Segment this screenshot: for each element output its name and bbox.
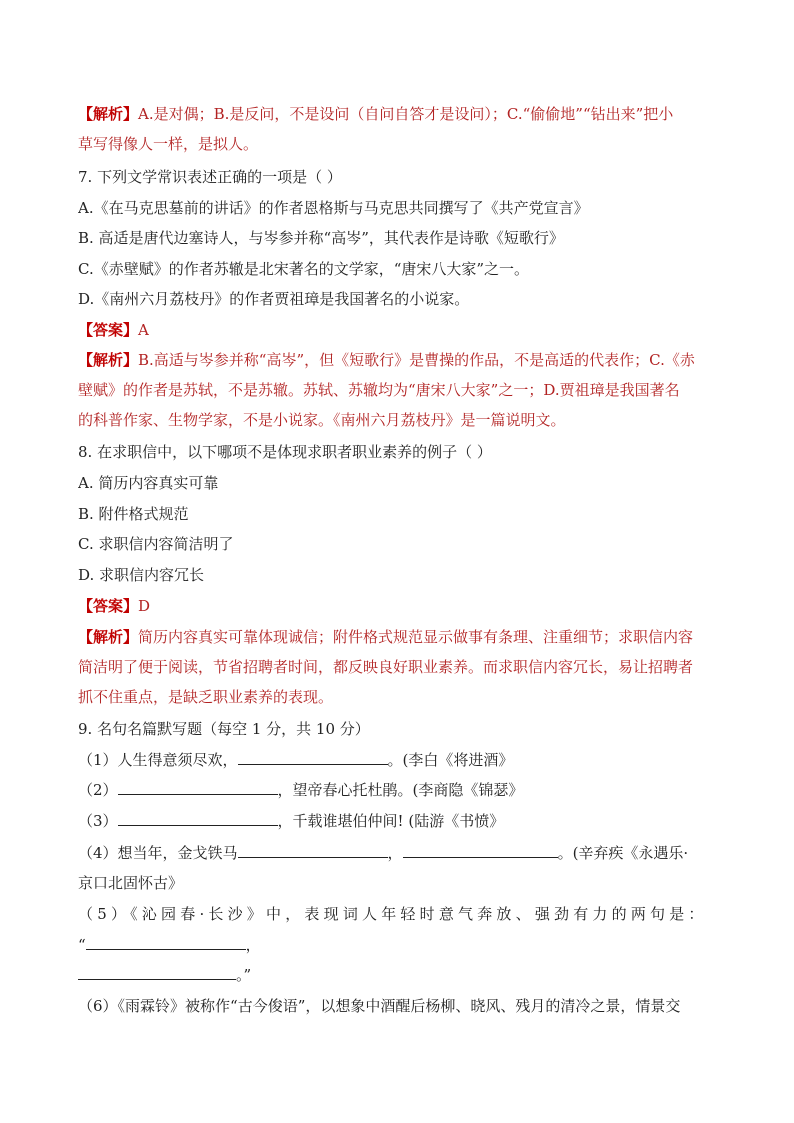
item-text: （2） — [78, 781, 118, 799]
item-text: 。(辛弃疾《永遇乐· — [557, 844, 689, 862]
q7-analysis-line2: 壁赋》的作者是苏轼，不是苏辙。苏轼、苏辙均为“唐宋八大家”之一；D.贾祖璋是我国著名 — [78, 381, 680, 399]
q9-item-1 — [78, 750, 728, 770]
item-text: ，望帝春心托杜鹃。(李商隐《锦瑟》 — [277, 781, 524, 799]
q9-item-4 — [78, 843, 728, 863]
item-text: （4）想当年，金戈铁马 — [78, 844, 238, 862]
q7-option-b: B. 高适是唐代边塞诗人，与岑参并称“高岑”，其代表作是诗歌《短歌行》 — [78, 229, 564, 247]
q7-option-c: C.《赤壁赋》的作者苏辙是北宋著名的文学家，“唐宋八大家”之一。 — [78, 260, 530, 278]
q8-option-a: A. 简历内容真实可靠 — [78, 474, 219, 492]
q8-option-c: C. 求职信内容简洁明了 — [78, 535, 234, 553]
item-text: ， — [245, 936, 261, 954]
analysis-tag: 【解析】 — [78, 628, 139, 646]
item-text: （1）人生得意须尽欢， — [78, 751, 238, 769]
answer-blank[interactable] — [78, 965, 236, 980]
answer-blank[interactable] — [238, 750, 388, 765]
q7-analysis-line3: 的科普作家、生物学家，不是小说家。《南州六月荔枝丹》是一篇说明文。 — [78, 411, 566, 429]
q9-item-2 — [78, 780, 728, 800]
analysis-tag: 【解析】 — [78, 351, 139, 369]
item-text: 。” — [236, 966, 252, 984]
q7-option-d: D.《南州六月荔枝丹》的作者贾祖璋是我国著名的小说家。 — [78, 290, 470, 308]
q8-analysis-line3: 抓不住重点，是缺乏职业素养的表现。 — [78, 688, 334, 706]
q9-item-4-cont: 京口北固怀古》 — [78, 874, 184, 892]
answer-blank[interactable] — [238, 843, 388, 858]
item-text: “ — [78, 936, 86, 954]
item-text: ，千载谁堪伯仲间! (陆游《书愤》 — [277, 812, 505, 830]
q9-item-3 — [78, 811, 728, 831]
answer-blank[interactable] — [86, 935, 246, 950]
answer-tag: 【答案】 — [78, 597, 139, 615]
q7-option-a: A.《在马克思墓前的讲话》的作者恩格斯与马克思共同撰写了《共产党宣言》 — [78, 199, 589, 217]
answer-blank[interactable] — [118, 780, 278, 795]
q8-option-d: D. 求职信内容冗长 — [78, 566, 205, 584]
q8-option-b: B. 附件格式规范 — [78, 505, 189, 523]
analysis-text: 简历内容真实可靠体现诚信；附件格式规范显示做事有条理、注重细节；求职信内容 — [138, 628, 694, 646]
analysis-tag: 【解析】 — [78, 105, 139, 123]
q6-analysis-line2: 草写得像人一样，是拟人。 — [78, 135, 259, 153]
q7-answer — [78, 320, 728, 340]
q9-item-5-blank1 — [78, 935, 728, 955]
answer-value: A — [138, 321, 149, 339]
item-text: （3） — [78, 812, 118, 830]
item-text: 。(李白《将进酒》 — [387, 751, 514, 769]
q7-stem: 7. 下列文学常识表述正确的一项是（ ） — [78, 168, 342, 186]
answer-blank[interactable] — [118, 811, 278, 826]
answer-tag: 【答案】 — [78, 321, 139, 339]
q9-item-6: （6）《雨霖铃》被称作“古今俊语”，以想象中酒醒后杨柳、晓风、残月的清冷之景，情景交 — [78, 997, 681, 1015]
q9-item-5-blank2 — [78, 965, 728, 985]
q8-answer — [78, 596, 728, 616]
q8-analysis-line1 — [78, 627, 728, 647]
answer-blank[interactable] — [403, 843, 558, 858]
q9-item-5: （5）《沁园春·长沙》中，表现词人年轻时意气奔放、强劲有力的两句是： — [78, 905, 708, 923]
q6-analysis-line1 — [78, 104, 728, 124]
q8-analysis-line2: 简洁明了便于阅读，节省招聘者时间，都反映良好职业素养。而求职信内容冗长，易让招聘者 — [78, 658, 694, 676]
answer-value: D — [138, 597, 151, 615]
q8-stem: 8. 在求职信中，以下哪项不是体现求职者职业素养的例子（ ） — [78, 443, 492, 461]
analysis-text: B.高适与岑参并称“高岑”，但《短歌行》是曹操的作品，不是高适的代表作；C.《赤 — [138, 351, 695, 369]
q7-analysis-line1 — [78, 350, 728, 370]
analysis-text: A.是对偶；B.是反问，不是设问（自问自答才是设问）；C.“偷偷地”“钻出来”把小 — [138, 105, 674, 123]
q9-stem: 9. 名句名篇默写题（每空 1 分，共 10 分） — [78, 720, 370, 738]
item-text: ， — [387, 844, 403, 862]
